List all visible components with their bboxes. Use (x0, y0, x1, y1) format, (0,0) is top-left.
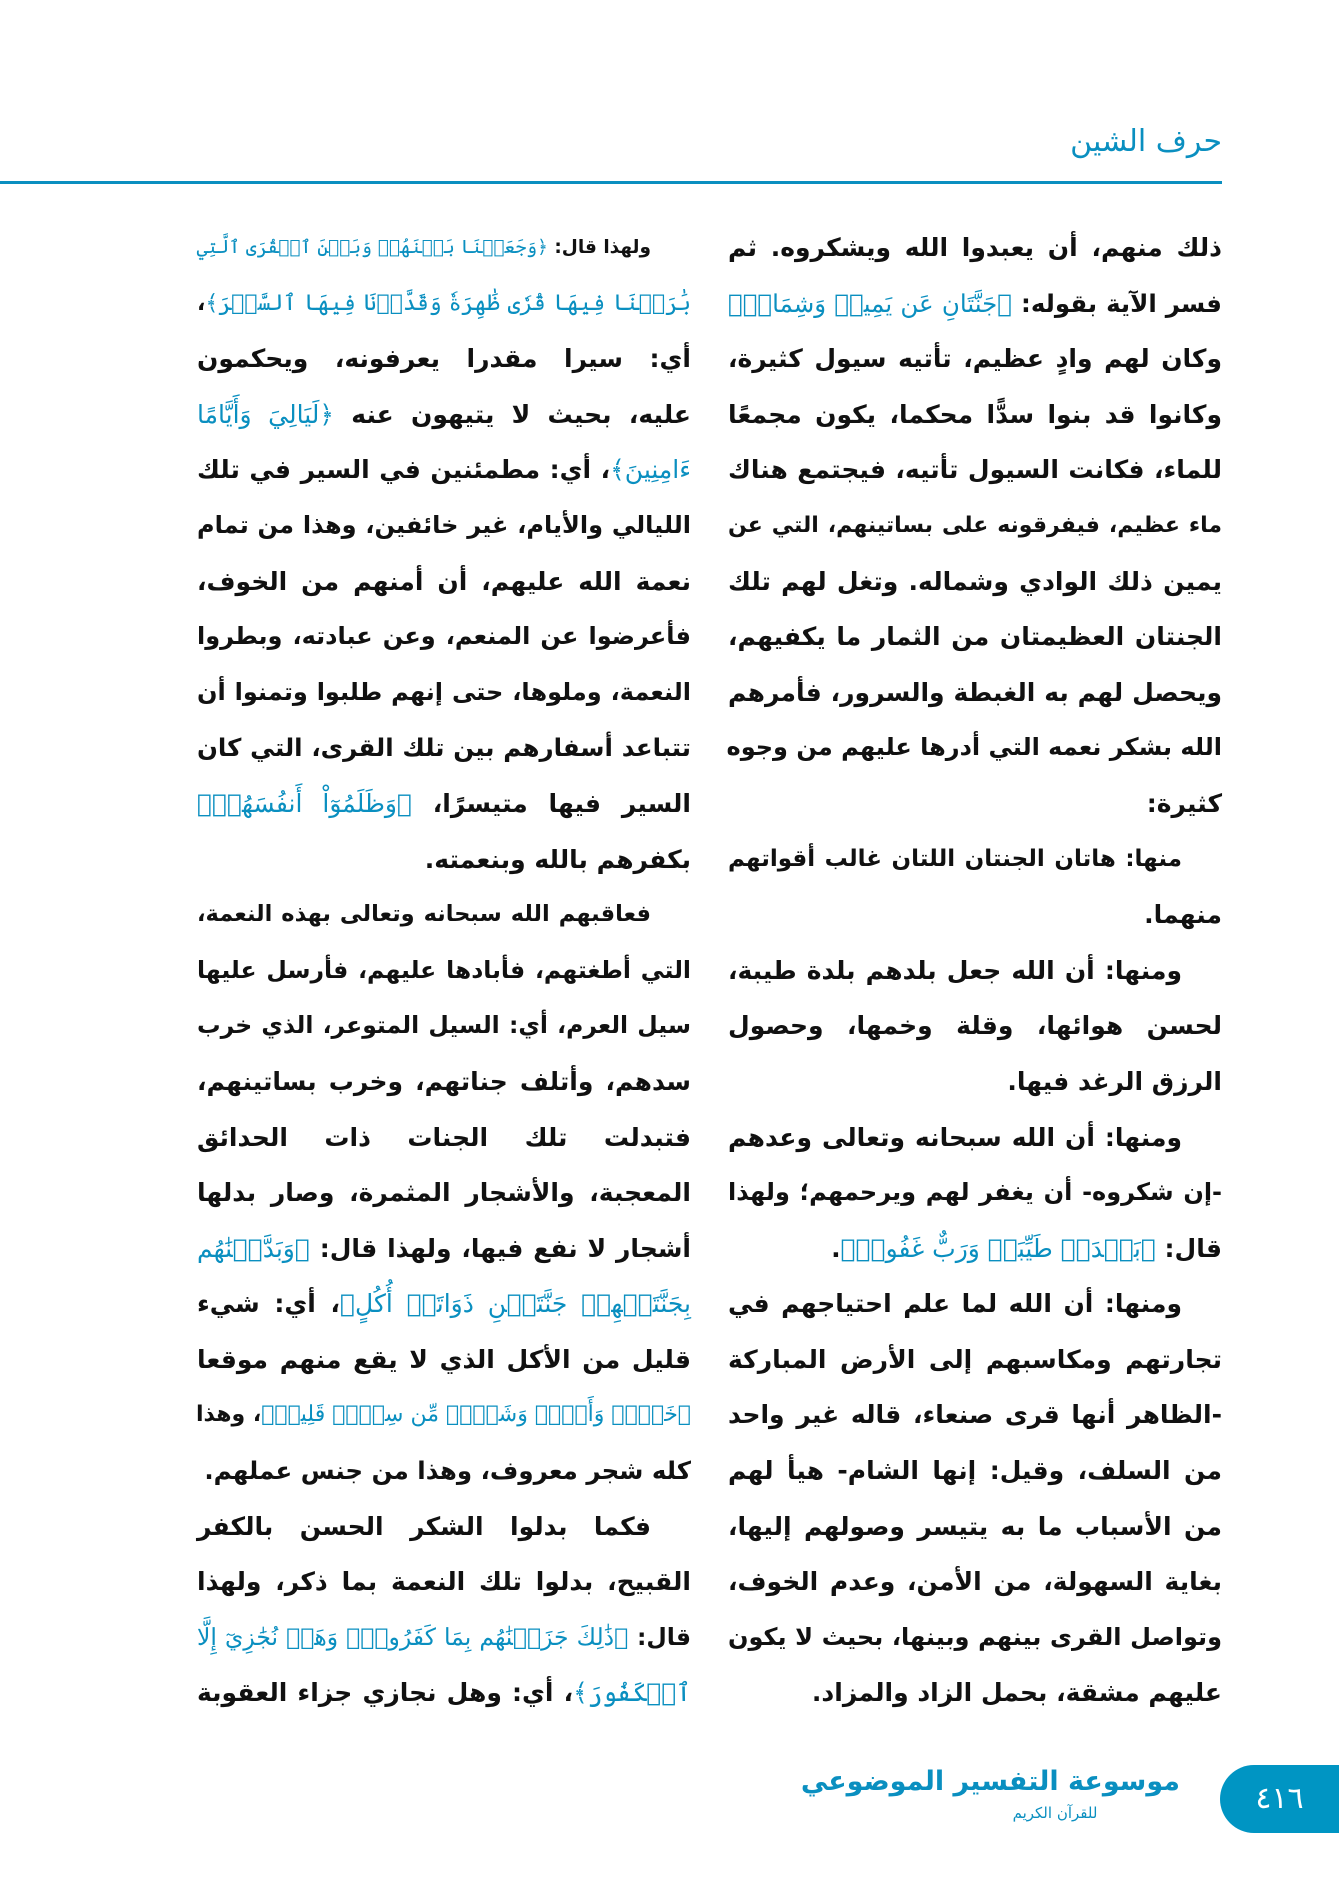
body-text: سدهم، وأتلف جناتهم، وخرب بساتينهم، (197, 1066, 691, 1096)
body-text: وكانوا قد بنوا سدًّا محكما، يكون مجمعًا (728, 399, 1222, 429)
logo-title: موسوعة التفسير الموضوعي (800, 1766, 1180, 1797)
text-line (197, 832, 691, 888)
text-line (197, 1054, 691, 1110)
quran-verse: بِجَنَّتَيۡهِمۡ جَنَّتَيۡنِ ذَوَاتَيۡ أُكُلٍ﴾ (340, 1289, 691, 1319)
body-text: ومنها: أن الله سبحانه وتعالى وعدهم (728, 1122, 1182, 1152)
text-line (197, 1554, 691, 1610)
body-text: فسر الآية بقوله: (1012, 288, 1222, 318)
body-text: بكفرهم بالله وبنعمته. (424, 844, 691, 874)
text-line (728, 943, 1222, 999)
body-text: كثيرة: (1146, 788, 1222, 818)
right-text-column (728, 220, 1222, 1721)
body-text: فكما بدلوا الشكر الحسن بالكفر (197, 1511, 651, 1541)
body-text: ومنها: أن الله لما علم احتياجهم في (728, 1289, 1182, 1319)
text-line (728, 276, 1222, 332)
body-text: ذلك منهم، أن يعبدوا الله ويشكروه. ثم (728, 233, 1222, 262)
body-text: أشجار لا نفع فيها، ولهذا قال: (309, 1233, 691, 1263)
quran-verse: ﴿وَبَدَّلۡنَٰهُم (197, 1233, 310, 1263)
text-line (728, 665, 1222, 721)
body-text: ، أي: شيء (197, 1289, 341, 1319)
text-line (197, 498, 691, 554)
text-line (197, 1610, 691, 1666)
text-line (197, 1110, 691, 1166)
quran-verse: ﴿وَظَلَمُوٓاْ أَنفُسَهُمۡ﴾ (197, 788, 412, 818)
text-line (728, 776, 1222, 832)
text-line (197, 1165, 691, 1221)
text-line (728, 1499, 1222, 1555)
text-line (197, 442, 691, 498)
body-text: ولهذا قال: (547, 237, 651, 258)
quran-verse: ﴿ذَٰلِكَ جَزَيۡنَٰهُم بِمَا كَفَرُواْۖ وَهَلۡ نُجَٰزِيٓ إِلَّا (197, 1622, 629, 1651)
body-text: من الأسباب ما به يتيسر وصولهم إليها، (728, 1511, 1222, 1541)
text-line (728, 1221, 1222, 1277)
running-header-title: حرف الشين (1070, 124, 1222, 159)
header-rule (0, 181, 1222, 184)
body-text: قال: (628, 1622, 691, 1651)
text-line (197, 1276, 691, 1332)
text-line (197, 776, 691, 832)
text-line (197, 331, 691, 387)
page-number: ٤١٦ (1220, 1765, 1339, 1833)
body-text: للماء، فكانت السيول تأتيه، فيجتمع هناك (728, 455, 1222, 485)
text-line (197, 1221, 691, 1277)
body-text: التي أطغتهم، فأبادها عليهم، فأرسل عليها (197, 955, 691, 984)
text-line (728, 609, 1222, 665)
quran-verse: ٱلۡكَفُورَ﴾ (573, 1678, 691, 1708)
text-line (197, 609, 691, 665)
text-line (197, 1665, 691, 1721)
text-line (728, 1165, 1222, 1221)
body-text: القبيح، بدلوا تلك النعمة بما ذكر، ولهذا (197, 1567, 691, 1597)
text-line (197, 1387, 691, 1443)
text-line (728, 1276, 1222, 1332)
body-text: لحسن هوائها، وقلة وخمها، وحصول (728, 1011, 1222, 1041)
body-text: فعاقبهم الله سبحانه وتعالى بهذه النعمة، (197, 901, 651, 928)
body-text: منها: هاتان الجنتان اللتان غالب أقواتهم (728, 845, 1182, 872)
body-text: يمين ذلك الوادي وشماله. وتغل لهم تلك (728, 566, 1222, 596)
body-text: وكان لهم وادٍ عظيم، تأتيه سيول كثيرة، (728, 344, 1222, 374)
text-line (728, 1665, 1222, 1721)
body-text: الرزق الرغد فيها. (1007, 1066, 1222, 1096)
body-text: عليهم مشقة، بحمل الزاد والمزاد. (811, 1678, 1222, 1708)
body-text: . (831, 1233, 841, 1263)
body-text: النعمة، وملوها، حتى إنهم طلبوا وتمنوا أن (197, 677, 691, 706)
body-text: ، (197, 290, 206, 316)
text-line (728, 442, 1222, 498)
text-line (728, 832, 1222, 888)
body-text: أي: سيرا مقدرا يعرفونه، ويحكمون (197, 344, 691, 374)
quran-verse: ﴿خَمۡطٖ وَأَثۡلٖ وَشَيۡءٖ مِّن سِدۡرٖ قَلِيلٖ﴾ (261, 1402, 691, 1428)
body-text: نعمة الله عليهم، أن أمنهم من الخوف، (197, 566, 691, 596)
body-text: -إن شكروه- أن يغفر لهم ويرحمهم؛ ولهذا (728, 1178, 1222, 1207)
text-line (197, 998, 691, 1054)
text-line (197, 1499, 691, 1555)
body-text: ، أي: مطمئنين في السير في تلك (197, 455, 611, 485)
body-text: -الظاهر أنها قرى صنعاء، قاله غير واحد (728, 1400, 1222, 1430)
quran-verse: ﴿جَنَّتَانِ عَن يَمِينٖ وَشِمَالٖ﴾ (728, 288, 1013, 318)
body-text: كله شجر معروف، وهذا من جنس عملهم. (204, 1456, 691, 1486)
body-text: ومنها: أن الله جعل بلدهم بلدة طيبة، (728, 955, 1182, 985)
quran-verse: ءَامِنِينَ﴾ (610, 455, 691, 485)
body-text: الله بشكر نعمه التي أدرها عليهم من وجوه (726, 733, 1222, 762)
body-text: تجارتهم ومكاسبهم إلى الأرض المباركة (728, 1344, 1222, 1374)
text-line (728, 887, 1222, 943)
text-line (728, 220, 1222, 276)
quran-verse: ﴿بَلۡدَةٞ طَيِّبَةٞ وَرَبٌّ غَفُورٞ﴾ (840, 1233, 1156, 1263)
text-line (197, 220, 691, 276)
text-line (197, 276, 691, 332)
quran-verse: ﴿وَجَعَلۡنَا بَيۡنَهُمۡ وَبَيۡنَ ٱلۡقُرَى ٱلَّتِي (196, 237, 548, 258)
body-text: ، وهذا (195, 1402, 262, 1428)
text-line (728, 1332, 1222, 1388)
text-line (197, 387, 691, 443)
text-line (728, 720, 1222, 776)
body-text: وتواصل القرى بينهم وبينها، بحيث لا يكون (728, 1622, 1222, 1651)
text-line (728, 1554, 1222, 1610)
body-text: من السلف، وقيل: إنها الشام- هيأ لهم (728, 1456, 1222, 1486)
body-text: قال: (1155, 1233, 1222, 1263)
text-line (728, 998, 1222, 1054)
body-text: الجنتان العظيمتان من الثمار ما يكفيهم، (728, 622, 1222, 652)
text-line (197, 943, 691, 999)
body-text: عليه، بحيث لا يتيهون عنه (334, 399, 691, 429)
text-line (197, 720, 691, 776)
text-line (197, 1332, 691, 1388)
text-line (728, 1610, 1222, 1666)
body-text: سيل العرم، أي: السيل المتوعر، الذي خرب (197, 1011, 691, 1040)
text-line (728, 1110, 1222, 1166)
text-line (728, 387, 1222, 443)
text-line (728, 498, 1222, 554)
text-line (728, 1054, 1222, 1110)
body-text: بغاية السهولة، من الأمن، وعدم الخوف، (728, 1567, 1222, 1597)
quran-verse: بَٰرَكۡنَا فِيهَا قُرٗى ظَٰهِرَةٗ وَقَدَّرۡنَا فِيهَا ٱلسَّيۡرَ﴾ (205, 290, 691, 316)
body-text: تتباعد أسفارهم بين تلك القرى، التي كان (197, 733, 691, 763)
body-text: ماء عظيم، فيفرقونه على بساتينهم، التي عن (728, 512, 1222, 538)
text-line (728, 331, 1222, 387)
body-text: ، أي: وهل نجازي جزاء العقوبة (197, 1678, 574, 1708)
body-text: ويحصل لهم به الغبطة والسرور، فأمرهم (728, 677, 1222, 707)
body-text: السير فيها متيسرًا، (412, 788, 691, 818)
quran-verse: ﴿لَيَالِيَ وَأَيَّامًا (197, 399, 335, 429)
body-text: فتبدلت تلك الجنات ذات الحدائق (197, 1122, 691, 1152)
series-logo (800, 1762, 1180, 1824)
text-line (728, 1387, 1222, 1443)
body-text: فأعرضوا عن المنعم، وعن عبادته، وبطروا (197, 622, 691, 651)
text-line (197, 887, 691, 943)
body-text: الليالي والأيام، غير خائفين، وهذا من تمام (197, 510, 691, 539)
left-text-column (197, 220, 691, 1721)
body-text: قليل من الأكل الذي لا يقع منهم موقعا (197, 1344, 691, 1374)
text-line (728, 1443, 1222, 1499)
logo-subtitle: للقرآن الكريم (1012, 1804, 1098, 1822)
text-line (197, 665, 691, 721)
body-text: المعجبة، والأشجار المثمرة، وصار بدلها (197, 1178, 691, 1208)
body-text: منهما. (1144, 900, 1222, 930)
text-line (197, 1443, 691, 1499)
text-line (728, 554, 1222, 610)
text-line (197, 554, 691, 610)
